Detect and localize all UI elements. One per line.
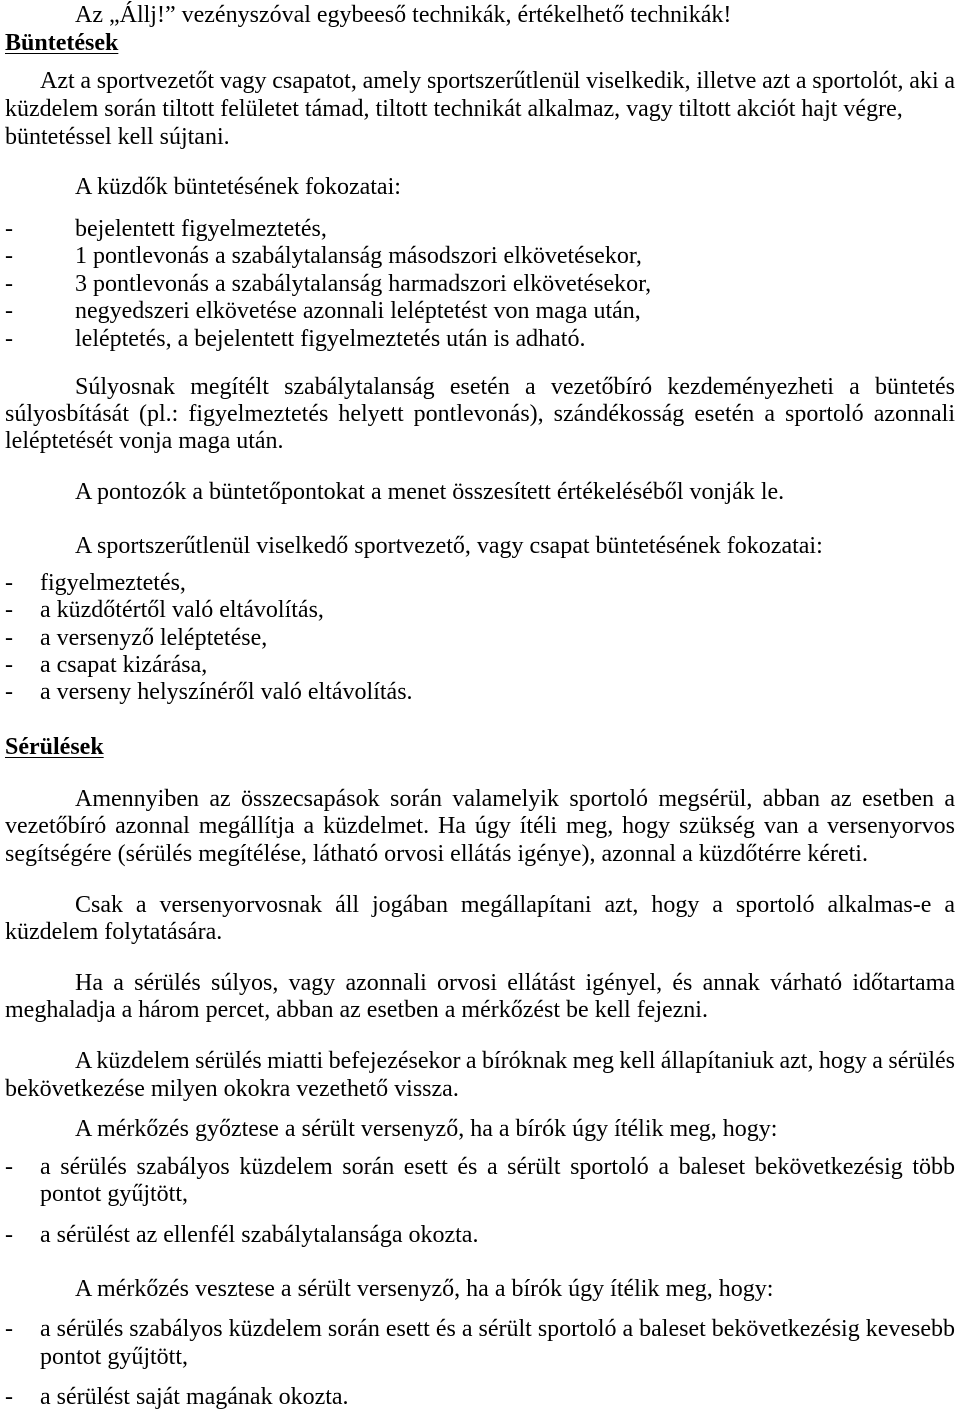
- severe-injury-line: meghaladja a három percet, abban az esetben a mérkőzést be kell fejezni.: [5, 997, 708, 1023]
- loser-title: A mérkőzés vesztese a sérült versenyző, ha a bírók úgy ítélik meg, hogy:: [75, 1276, 774, 1302]
- fighter-level-item: leléptetés, a bejelentett figyelmeztetés után is adható.: [75, 326, 586, 352]
- serious-offence-line: Súlyosnak megítélt szabálytalanság esetén a vezetőbíró kezdeményezheti a büntetés: [75, 374, 955, 400]
- team-level-item: figyelmeztetés,: [40, 570, 186, 596]
- list-marker: -: [5, 216, 13, 242]
- scorers-paragraph: A pontozók a büntetőpontokat a menet összesített értékeléséből vonják le.: [75, 479, 785, 505]
- list-marker: -: [5, 243, 13, 269]
- winner-title: A mérkőzés győztese a sérült versenyző, ha a bírók úgy ítélik meg, hogy:: [75, 1116, 778, 1142]
- fighter-level-item: 1 pontlevonás a szabálytalanság másodszori elkövetésekor,: [75, 243, 642, 269]
- winner-condition-item: pontot gyűjtött,: [40, 1181, 189, 1207]
- team-level-item: a küzdőtértől való eltávolítás,: [40, 597, 324, 623]
- list-marker: -: [5, 326, 13, 352]
- fighter-level-item: 3 pontlevonás a szabálytalanság harmadszori elkövetésekor,: [75, 271, 652, 297]
- list-marker: -: [5, 625, 13, 651]
- list-marker: -: [5, 570, 13, 596]
- penalties-intro-line: Azt a sportvezetőt vagy csapatot, amely sportszerűtlenül viselkedik, illetve azt a sportolót, aki a: [40, 68, 955, 94]
- team-level-item: a versenyző leléptetése,: [40, 625, 268, 651]
- list-marker: -: [5, 1222, 13, 1248]
- list-marker: -: [5, 652, 13, 678]
- injury-cause-line: A küzdelem sérülés miatti befejezésekor a bíróknak meg kell állapítaniuk azt, hogy a sérülés: [75, 1048, 955, 1074]
- list-marker: -: [5, 298, 13, 324]
- list-marker: -: [5, 271, 13, 297]
- loser-condition-item: a sérülés szabályos küzdelem során esett és a sérült sportoló a baleset bekövetkezésig kevesebb: [40, 1316, 955, 1342]
- team-level-item: a verseny helyszínéről való eltávolítás.: [40, 679, 413, 705]
- doctor-paragraph-line: Csak a versenyorvosnak áll jogában megállapítani azt, hogy a sportoló alkalmas-e a: [75, 892, 955, 918]
- injury-stop-line: Amennyiben az összecsapások során valamelyik sportoló megsérül, abban az esetben a: [75, 786, 955, 812]
- fighter-levels-title: A küzdők büntetésének fokozatai:: [75, 174, 401, 200]
- list-marker: -: [5, 679, 13, 705]
- fighter-level-item: negyedszeri elkövetése azonnali leléptetést von maga után,: [75, 298, 641, 324]
- loser-condition-item: a sérülést saját magának okozta.: [40, 1384, 349, 1410]
- penalties-intro-line: büntetéssel kell sújtani.: [5, 124, 230, 150]
- team-level-item: a csapat kizárása,: [40, 652, 208, 678]
- penalties-intro-line: küzdelem során tiltott felületet támad, tiltott technikát alkalmaz, vagy tiltott akciót hajt végre,: [5, 96, 903, 122]
- winner-condition-item: a sérülést az ellenfél szabálytalansága okozta.: [40, 1222, 479, 1248]
- severe-injury-line: Ha a sérülés súlyos, vagy azonnali orvosi ellátást igényel, és annak várható időtartama: [75, 970, 955, 996]
- serious-offence-line: leléptetését vonja maga után.: [5, 428, 284, 454]
- injury-stop-line: segítségére (sérülés megítélése, látható orvosi ellátás igénye), azonnal a küzdőtérre kéreti.: [5, 841, 868, 867]
- list-marker: -: [5, 597, 13, 623]
- injury-stop-line: vezetőbíró azonnal megállítja a küzdelmet. Ha úgy ítéli meg, hogy szükség van a versenyorvos: [5, 813, 955, 839]
- loser-condition-item: pontot gyűjtött,: [40, 1344, 189, 1370]
- injury-cause-line: bekövetkezése milyen okokra vezethető vissza.: [5, 1076, 459, 1102]
- top-line: Az „Állj!” vezényszóval egybeeső technikák, értékelhető technikák!: [75, 2, 732, 28]
- penalties-heading: Büntetések: [5, 30, 119, 56]
- team-levels-title: A sportszerűtlenül viselkedő sportvezető, vagy csapat büntetésének fokozatai:: [75, 533, 823, 559]
- fighter-level-item: bejelentett figyelmeztetés,: [75, 216, 327, 242]
- doctor-paragraph-line: küzdelem folytatására.: [5, 919, 223, 945]
- serious-offence-line: súlyosbítását (pl.: figyelmeztetés helyett pontlevonás), szándékosság esetén a sportoló azonnali: [5, 401, 955, 427]
- list-marker: -: [5, 1384, 13, 1410]
- winner-condition-item: a sérülés szabályos küzdelem során esett és a sérült sportoló a baleset bekövetkezésig több: [40, 1154, 955, 1180]
- list-marker: -: [5, 1316, 13, 1342]
- injuries-heading: Sérülések: [5, 734, 104, 760]
- list-marker: -: [5, 1154, 13, 1180]
